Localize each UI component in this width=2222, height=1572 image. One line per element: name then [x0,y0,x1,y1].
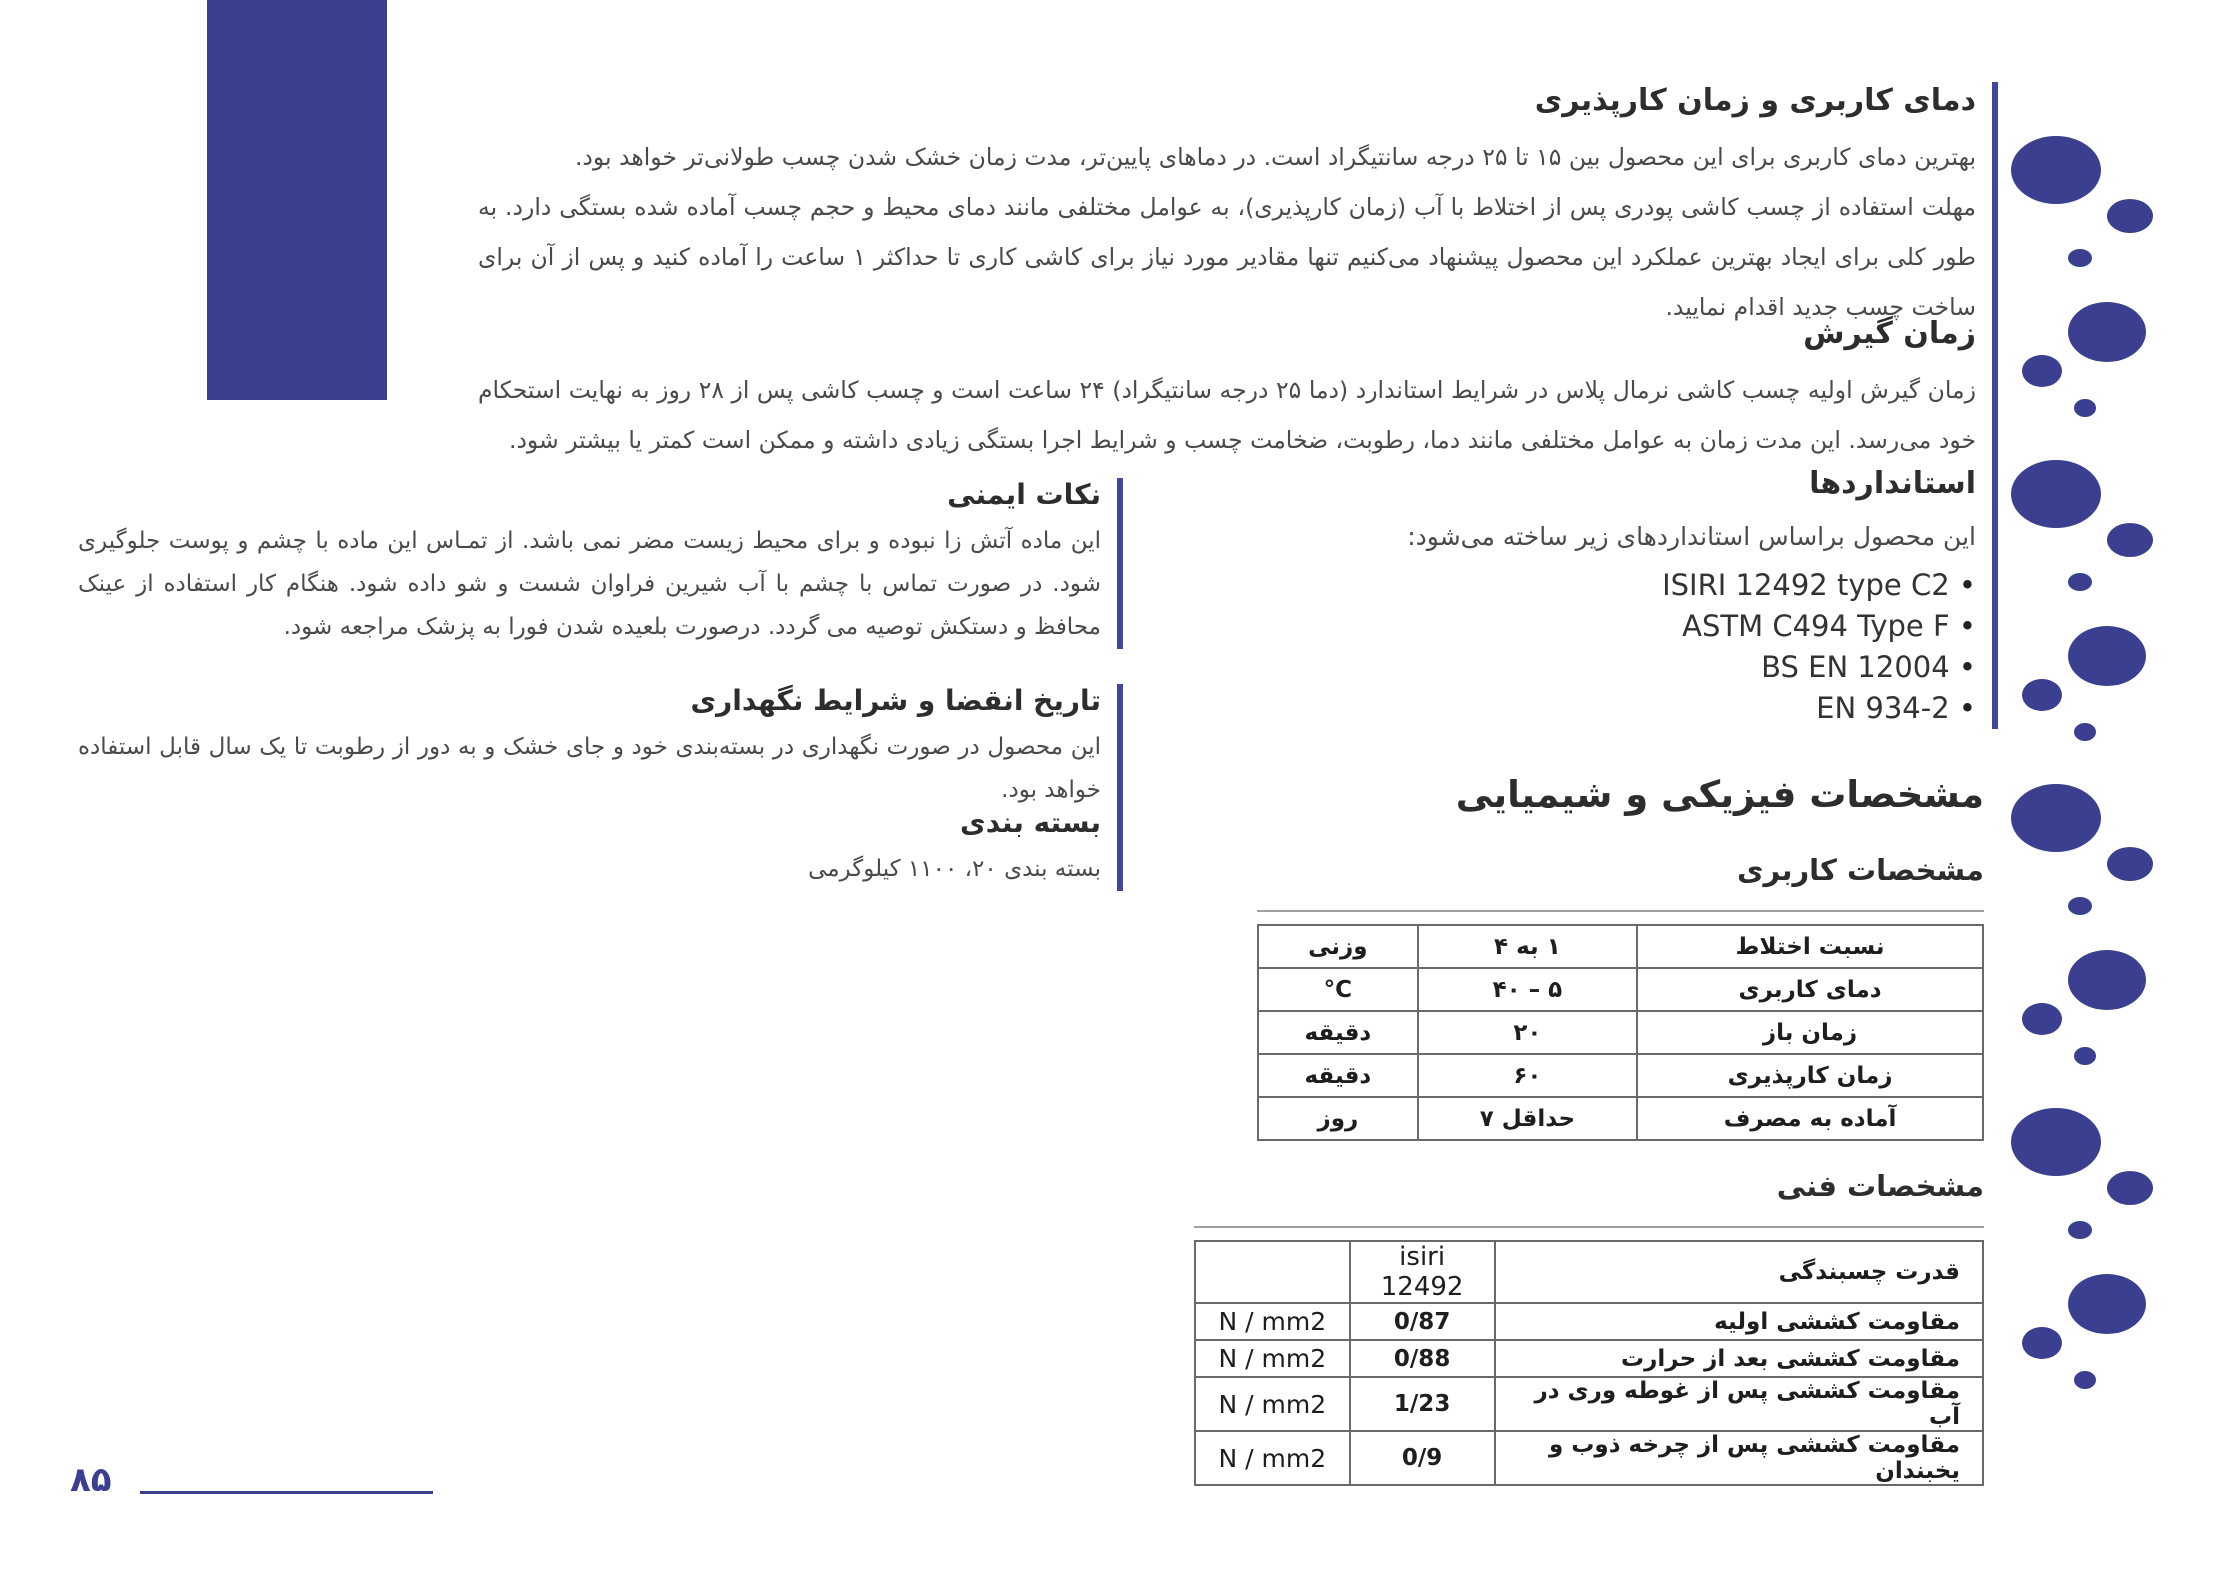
decorative-circle [2011,460,2101,528]
decorative-circle [2068,1274,2146,1334]
spec-label-cell: مقاومت کششی پس از غوطه وری در آب [1495,1377,1983,1431]
page-number: ۸۵ [70,1460,112,1500]
spec-unit-cell: وزنی [1258,925,1418,968]
decorative-circle [2068,950,2146,1010]
decorative-circle [2074,399,2096,417]
decorative-circle [2011,1108,2101,1176]
spec-unit-cell: روز [1258,1097,1418,1140]
section-title: بسته بندی [960,806,1101,839]
table-row [1258,1097,1983,1140]
section-setting-time [478,315,1998,465]
decorative-circle [2068,573,2092,591]
spec-value-cell: isiri 12492 [1350,1241,1495,1303]
spec-label-cell: مقاومت کششی پس از چرخه ذوب و یخبندان [1495,1431,1983,1485]
table-row [1258,925,1983,968]
spec-label-cell: مقاومت کششی اولیه [1495,1303,1983,1340]
decorative-rectangle [207,0,387,400]
decorative-circle [2074,1371,2096,1389]
section-paragraph: بسته بندی ۲۰، ۱۱۰۰ کیلوگرمی [808,856,1101,882]
decorative-circle [2022,1003,2062,1035]
section-title: زمان گیرش [1803,316,1976,351]
standards-list-item: • EN 934-2 [478,688,1976,729]
spec-label-cell: نسبت اختلاط [1637,925,1983,968]
standards-list-item: • ASTM C494 Type F [478,606,1976,647]
spec-unit-cell: دقیقه [1258,1054,1418,1097]
usage-specs-block [1257,852,1984,1141]
usage-specs-table [1257,924,1984,1141]
spec-value-cell: 0/87 [1350,1303,1495,1340]
technical-specs-block [1194,1168,1984,1486]
table-row [1195,1377,1983,1431]
standards-list-item: • ISIRI 12492 type C2 [478,565,1976,606]
spec-label-cell: قدرت چسبندگی [1495,1241,1983,1303]
spec-label-cell: دمای کاربری [1637,968,1983,1011]
decorative-circle [2068,249,2092,267]
spec-unit-cell: دقیقه [1258,1011,1418,1054]
spec-unit-cell: °C [1258,968,1418,1011]
decorative-circle [2022,679,2062,711]
decorative-circle [2068,626,2146,686]
section-paragraph: زمان گیرش اولیه چسب کاشی نرمال پلاس در شرایط استاندارد (دما ۲۵ درجه سانتیگراد) ۲۴ ساعت است و چسب کاشی پس از ۲۸ روز به نهایت استحکام خود می‌رسد. این مدت زمان به عوامل مختلفی مانند دما، رطوبت، ضخامت چسب و شرایط اجرا بستگی زیادی داشته و ممکن است کمتر یا بیشتر شود. [478,376,1976,454]
spec-unit-cell: N / mm2 [1195,1340,1350,1377]
spec-label-cell: مقاومت کششی بعد از حرارت [1495,1340,1983,1377]
spec-value-cell: 0/9 [1350,1431,1495,1485]
technical-specs-table [1194,1240,1984,1486]
decorative-circle [2011,784,2101,852]
decorative-circle [2074,1047,2096,1065]
usage-specs-title: مشخصات کاربری [1736,853,1984,887]
decorative-circle [2107,847,2153,881]
section-title: نکات ایمنی [947,478,1101,511]
spec-label-cell: زمان باز [1637,1011,1983,1054]
heading-rule [1257,910,1984,912]
decorative-circle [2107,199,2153,233]
standards-intro: این محصول براساس استانداردهای زیر ساخته می‌شود: [1407,522,1976,551]
table-row [1195,1303,1983,1340]
spec-value-cell: ۲۰ [1418,1011,1637,1054]
section-expiry-storage [78,684,1123,812]
table-row [1258,1054,1983,1097]
table-row [1195,1340,1983,1377]
standards-list-item: • BS EN 12004 [478,647,1976,688]
table-row [1258,968,1983,1011]
spec-label-cell: آماده به مصرف [1637,1097,1983,1140]
section-paragraph: این محصول در صورت نگهداری در بسته‌بندی خود و جای خشک و به دور از رطوبت تا یک سال قابل استفاده خواهد بود. [78,734,1101,803]
spec-value-cell: ۱ به ۴ [1418,925,1637,968]
heading-rule [1194,1226,1984,1228]
section-safety-notes [78,478,1123,649]
decorative-circle [2068,1221,2092,1239]
spec-unit-cell: N / mm2 [1195,1303,1350,1340]
technical-specs-title: مشخصات فنی [1776,1169,1984,1203]
section-title: تاریخ انقضا و شرایط نگهداری [690,684,1101,717]
decorative-circle [2011,136,2101,204]
decorative-circle [2068,302,2146,362]
footer-line [140,1491,433,1494]
table-header-row [1195,1241,1983,1303]
spec-value-cell: حداقل ۷ [1418,1097,1637,1140]
section-title: استانداردها [1809,466,1976,501]
decorative-circle [2022,1327,2062,1359]
spec-value-cell: ۶۰ [1418,1054,1637,1097]
spec-label-cell: زمان کارپذیری [1637,1054,1983,1097]
section-paragraph: مهلت استفاده از چسب کاشی پودری پس از اختلاط با آب (زمان کارپذیری)، به عوامل مختلفی مانند دمای محیط و حجم چسب آماده شده بستگی دارد. به طور کلی برای ایجاد بهترین عملکرد این محصول پیشنهاد می‌کنیم تنها مقادیر مورد نیاز برای کاشی کاری تا حداکثر ۱ ساعت را آماده کنید و پس از آن برای ساخت چسب جدید اقدام نمایید. [478,193,1976,321]
section-paragraph: بهترین دمای کاربری برای این محصول بین ۱۵ تا ۲۵ درجه سانتیگراد است. در دماهای پایین‌تر، مدت زمان خشک شدن چسب طولانی‌تر خواهد بود. [574,143,1976,171]
section-paragraph: این ماده آتش زا نبوده و برای محیط زیست مضر نمی باشد. از تمـاس این ماده با چشم و پوست جلوگیری شود. در صورت تماس با چشم با آب شیرین فراوان شست و شو داده شود. هنگام کار استفاده از عینک محافظ و دستکش توصیه می گردد. درصورت بلعیده شدن فورا به پزشک مراجعه شود. [78,528,1101,640]
section-usage-temperature [478,82,1998,332]
table-row [1258,1011,1983,1054]
spec-unit-cell [1195,1241,1350,1303]
decorative-circle [2074,723,2096,741]
table-row [1195,1431,1983,1485]
decorative-circle [2107,523,2153,557]
spec-unit-cell: N / mm2 [1195,1431,1350,1485]
spec-unit-cell: N / mm2 [1195,1377,1350,1431]
section-title: دمای کاربری و زمان کارپذیری [1534,83,1976,118]
decorative-circle [2022,355,2062,387]
decorative-circle [2068,897,2092,915]
spec-value-cell: 1/23 [1350,1377,1495,1431]
spec-value-cell: 0/88 [1350,1340,1495,1377]
spec-value-cell: ۵ – ۴۰ [1418,968,1637,1011]
decorative-circle [2107,1171,2153,1205]
specs-main-title: مشخصات فیزیکی و شیمیایی [1455,773,1984,816]
section-packaging [78,806,1123,891]
